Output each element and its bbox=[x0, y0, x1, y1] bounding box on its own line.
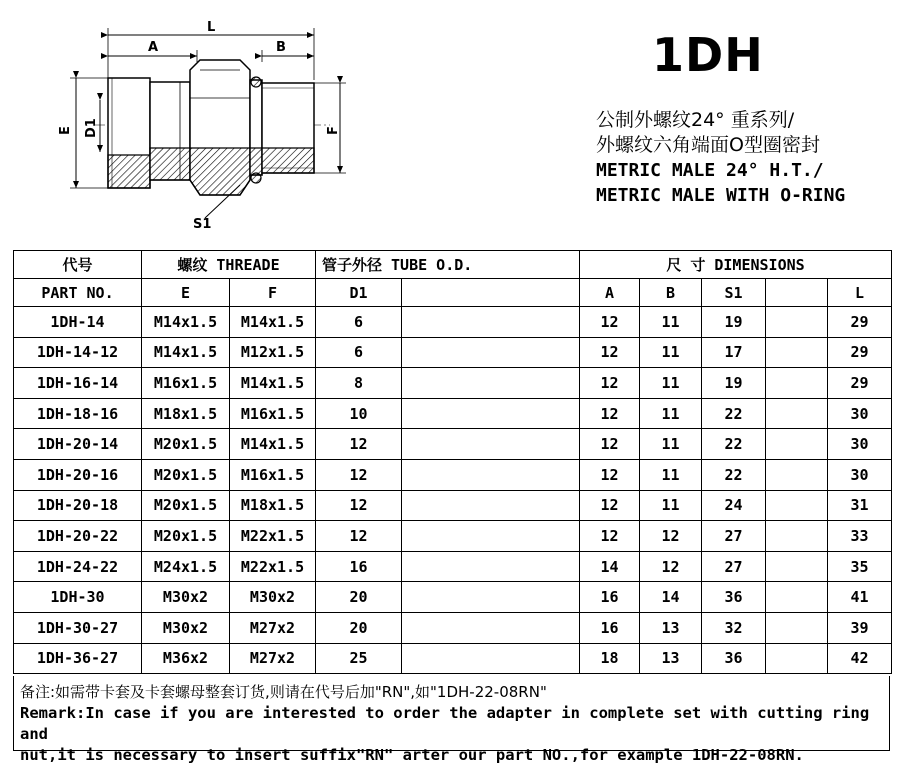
fitting-drawing bbox=[0, 0, 580, 248]
cell-f: M27x2 bbox=[230, 643, 316, 674]
empty-cell bbox=[402, 643, 580, 674]
cell-a: 12 bbox=[580, 521, 640, 552]
cell-d1: 25 bbox=[316, 643, 402, 674]
cell-s1: 24 bbox=[702, 490, 766, 521]
header-dims: 尺 寸 DIMENSIONS bbox=[580, 251, 892, 279]
cell-l: 31 bbox=[828, 490, 892, 521]
cell-f: M12x1.5 bbox=[230, 337, 316, 368]
header-E: E bbox=[142, 279, 230, 307]
header-S1: S1 bbox=[702, 279, 766, 307]
label-F: F bbox=[326, 126, 341, 135]
table-row bbox=[14, 521, 892, 552]
cell-l: 30 bbox=[828, 429, 892, 460]
empty-cell bbox=[402, 398, 580, 429]
cell-s1: 22 bbox=[702, 429, 766, 460]
cell-l: 39 bbox=[828, 612, 892, 643]
header-D1: D1 bbox=[316, 279, 402, 307]
label-B: B bbox=[276, 40, 286, 55]
cell-a: 12 bbox=[580, 429, 640, 460]
cell-l: 29 bbox=[828, 307, 892, 338]
table-row bbox=[14, 429, 892, 460]
table-row bbox=[14, 398, 892, 429]
label-L: L bbox=[207, 20, 216, 35]
cell-d1: 12 bbox=[316, 459, 402, 490]
empty-cell bbox=[402, 551, 580, 582]
cell-s1: 27 bbox=[702, 521, 766, 552]
empty-cell bbox=[766, 429, 828, 460]
cell-l: 29 bbox=[828, 368, 892, 399]
description-en-line1: METRIC MALE 24° H.T./ bbox=[596, 160, 824, 181]
cell-b: 11 bbox=[640, 429, 702, 460]
empty-cell bbox=[402, 307, 580, 338]
cell-part: 1DH-30-27 bbox=[14, 612, 142, 643]
cell-e: M20x1.5 bbox=[142, 490, 230, 521]
header-A: A bbox=[580, 279, 640, 307]
cell-part: 1DH-30 bbox=[14, 582, 142, 613]
cell-s1: 19 bbox=[702, 307, 766, 338]
empty-cell bbox=[766, 337, 828, 368]
remark-en-line2: nut,it is necessary to insert suffix"RN" arter our part NO.,for example 1DH-22-08RN. bbox=[20, 746, 804, 764]
cell-l: 30 bbox=[828, 398, 892, 429]
label-A: A bbox=[148, 40, 159, 55]
cell-f: M18x1.5 bbox=[230, 490, 316, 521]
cell-part: 1DH-20-22 bbox=[14, 521, 142, 552]
cell-b: 11 bbox=[640, 490, 702, 521]
cell-l: 33 bbox=[828, 521, 892, 552]
description-en-line2: METRIC MALE WITH O-RING bbox=[596, 185, 846, 206]
cell-a: 12 bbox=[580, 337, 640, 368]
table-row bbox=[14, 612, 892, 643]
cell-b: 13 bbox=[640, 612, 702, 643]
empty-cell bbox=[402, 459, 580, 490]
cell-part: 1DH-16-14 bbox=[14, 368, 142, 399]
cell-s1: 22 bbox=[702, 459, 766, 490]
empty-cell bbox=[766, 398, 828, 429]
empty-cell bbox=[766, 368, 828, 399]
cell-l: 30 bbox=[828, 459, 892, 490]
table-row bbox=[14, 582, 892, 613]
cell-e: M20x1.5 bbox=[142, 429, 230, 460]
table-row bbox=[14, 459, 892, 490]
cell-b: 12 bbox=[640, 551, 702, 582]
cell-s1: 17 bbox=[702, 337, 766, 368]
table-row bbox=[14, 368, 892, 399]
cell-d1: 6 bbox=[316, 307, 402, 338]
cell-f: M16x1.5 bbox=[230, 398, 316, 429]
cell-l: 41 bbox=[828, 582, 892, 613]
cell-d1: 20 bbox=[316, 612, 402, 643]
remarks bbox=[13, 676, 890, 764]
cell-part: 1DH-20-16 bbox=[14, 459, 142, 490]
empty-cell bbox=[402, 582, 580, 613]
cell-e: M20x1.5 bbox=[142, 521, 230, 552]
cell-part: 1DH-20-14 bbox=[14, 429, 142, 460]
empty-cell bbox=[402, 429, 580, 460]
cell-a: 16 bbox=[580, 582, 640, 613]
empty-cell bbox=[402, 337, 580, 368]
dimension-table bbox=[13, 250, 892, 674]
empty-cell bbox=[766, 612, 828, 643]
empty-cell bbox=[402, 368, 580, 399]
cell-f: M22x1.5 bbox=[230, 521, 316, 552]
cell-a: 12 bbox=[580, 368, 640, 399]
header-code-en: PART NO. bbox=[14, 279, 142, 307]
cell-e: M36x2 bbox=[142, 643, 230, 674]
cell-e: M30x2 bbox=[142, 612, 230, 643]
cell-d1: 16 bbox=[316, 551, 402, 582]
description-cn-line2: 外螺纹六角端面O型圈密封 bbox=[596, 134, 820, 156]
cell-d1: 12 bbox=[316, 429, 402, 460]
cell-a: 16 bbox=[580, 612, 640, 643]
table-row bbox=[14, 490, 892, 521]
cell-part: 1DH-36-27 bbox=[14, 643, 142, 674]
label-D1: D1 bbox=[84, 118, 99, 138]
cell-part: 1DH-20-18 bbox=[14, 490, 142, 521]
cell-a: 14 bbox=[580, 551, 640, 582]
cell-e: M16x1.5 bbox=[142, 368, 230, 399]
cell-a: 12 bbox=[580, 490, 640, 521]
cell-a: 12 bbox=[580, 459, 640, 490]
cell-d1: 6 bbox=[316, 337, 402, 368]
cell-s1: 36 bbox=[702, 643, 766, 674]
cell-e: M14x1.5 bbox=[142, 307, 230, 338]
cell-f: M30x2 bbox=[230, 582, 316, 613]
table-row bbox=[14, 337, 892, 368]
cell-part: 1DH-18-16 bbox=[14, 398, 142, 429]
cell-f: M27x2 bbox=[230, 612, 316, 643]
cell-e: M24x1.5 bbox=[142, 551, 230, 582]
cell-l: 42 bbox=[828, 643, 892, 674]
cell-d1: 12 bbox=[316, 521, 402, 552]
cell-part: 1DH-24-22 bbox=[14, 551, 142, 582]
cell-b: 11 bbox=[640, 459, 702, 490]
table-row bbox=[14, 551, 892, 582]
empty-cell bbox=[766, 521, 828, 552]
empty-cell bbox=[766, 582, 828, 613]
label-E: E bbox=[58, 126, 73, 135]
cell-a: 12 bbox=[580, 307, 640, 338]
cell-b: 12 bbox=[640, 521, 702, 552]
cell-b: 14 bbox=[640, 582, 702, 613]
cell-b: 11 bbox=[640, 337, 702, 368]
cell-e: M30x2 bbox=[142, 582, 230, 613]
cell-b: 11 bbox=[640, 368, 702, 399]
empty-cell bbox=[766, 459, 828, 490]
cell-d1: 8 bbox=[316, 368, 402, 399]
cell-e: M20x1.5 bbox=[142, 459, 230, 490]
empty-cell bbox=[766, 551, 828, 582]
empty-cell bbox=[766, 490, 828, 521]
header-thread: 螺纹 THREADE bbox=[142, 251, 316, 279]
cell-s1: 19 bbox=[702, 368, 766, 399]
remark-cn: 备注:如需带卡套及卡套螺母整套订货,则请在代号后加"RN",如"1DH-22-08RN" bbox=[20, 683, 547, 701]
empty-cell bbox=[402, 490, 580, 521]
cell-e: M14x1.5 bbox=[142, 337, 230, 368]
empty-cell bbox=[402, 521, 580, 552]
cell-s1: 32 bbox=[702, 612, 766, 643]
cell-f: M14x1.5 bbox=[230, 307, 316, 338]
cell-part: 1DH-14 bbox=[14, 307, 142, 338]
cell-d1: 10 bbox=[316, 398, 402, 429]
description-cn-line1: 公制外螺纹24° 重系列/ bbox=[596, 109, 795, 131]
table-row bbox=[14, 643, 892, 674]
cell-l: 35 bbox=[828, 551, 892, 582]
cell-b: 13 bbox=[640, 643, 702, 674]
cell-e: M18x1.5 bbox=[142, 398, 230, 429]
header-B: B bbox=[640, 279, 702, 307]
header-tube: 管子外径 TUBE O.D. bbox=[316, 251, 580, 279]
cell-b: 11 bbox=[640, 398, 702, 429]
cell-f: M14x1.5 bbox=[230, 368, 316, 399]
cell-f: M14x1.5 bbox=[230, 429, 316, 460]
o-ring-top bbox=[251, 77, 261, 87]
cell-s1: 27 bbox=[702, 551, 766, 582]
o-ring-bottom bbox=[251, 173, 261, 183]
label-S1: S1 bbox=[193, 217, 212, 232]
product-description bbox=[596, 108, 845, 208]
cell-d1: 12 bbox=[316, 490, 402, 521]
header-code-cn: 代号 bbox=[14, 251, 142, 279]
cell-s1: 22 bbox=[702, 398, 766, 429]
cell-a: 12 bbox=[580, 398, 640, 429]
cell-a: 18 bbox=[580, 643, 640, 674]
cell-l: 29 bbox=[828, 337, 892, 368]
header-L: L bbox=[828, 279, 892, 307]
empty-cell bbox=[766, 307, 828, 338]
remark-en-line1: Remark:In case if you are interested to order the adapter in complete set with cutting ring and bbox=[20, 704, 870, 743]
cell-b: 11 bbox=[640, 307, 702, 338]
empty-cell bbox=[402, 612, 580, 643]
product-title: 1DH bbox=[652, 28, 764, 82]
cell-f: M22x1.5 bbox=[230, 551, 316, 582]
header-F: F bbox=[230, 279, 316, 307]
cell-f: M16x1.5 bbox=[230, 459, 316, 490]
cell-s1: 36 bbox=[702, 582, 766, 613]
cell-d1: 20 bbox=[316, 582, 402, 613]
empty-cell bbox=[766, 643, 828, 674]
cell-part: 1DH-14-12 bbox=[14, 337, 142, 368]
table-row bbox=[14, 307, 892, 338]
